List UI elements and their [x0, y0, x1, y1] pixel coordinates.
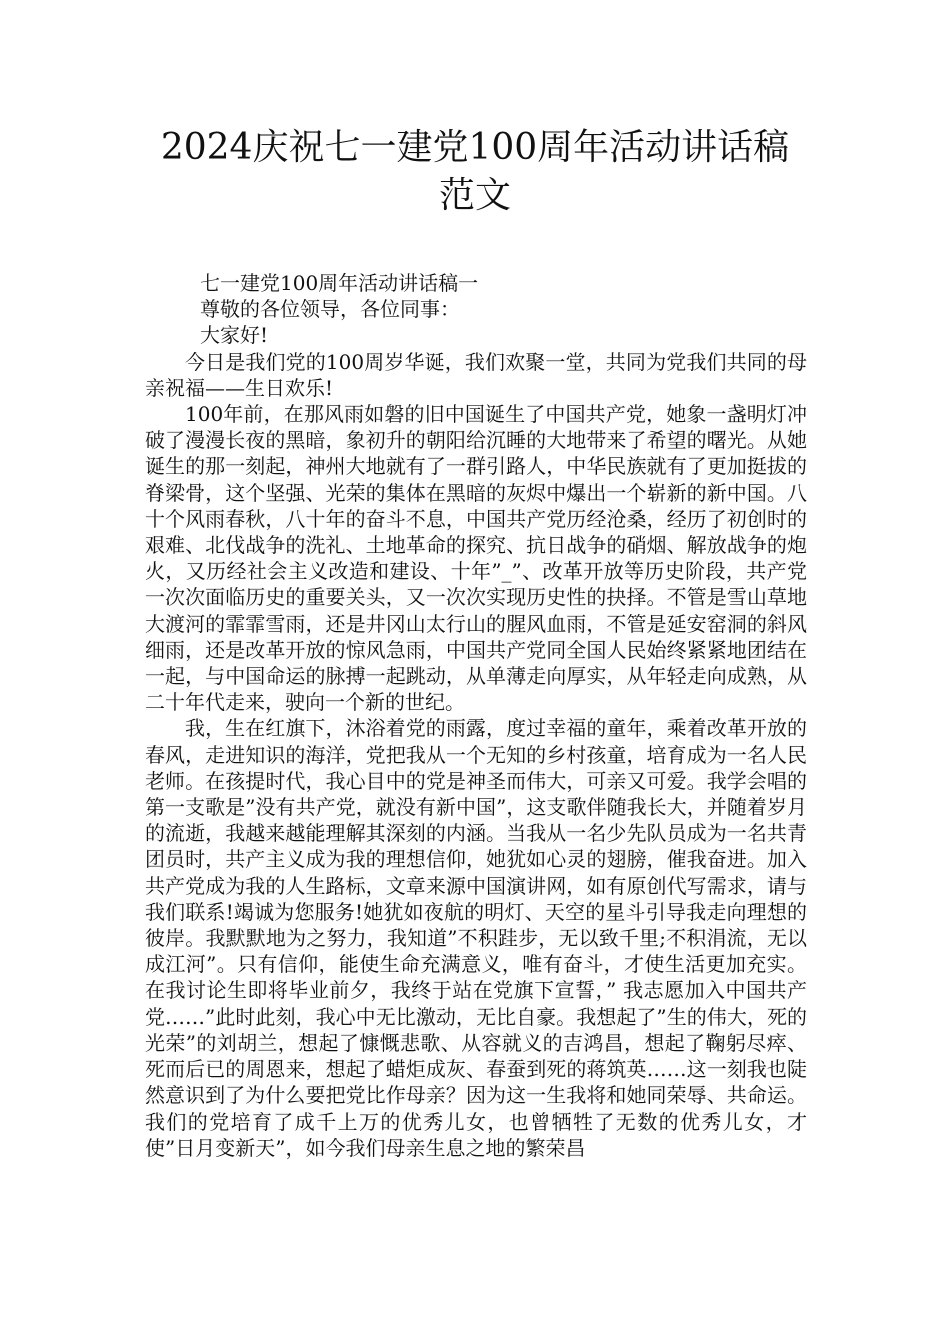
- greeting-line: 大家好!: [200, 323, 269, 348]
- body-paragraph: 今日是我们党的100周岁华诞，我们欢聚一堂，共同为党我们共同的母亲祝福——生日欢乐!: [145, 349, 807, 400]
- body-paragraph: 我，生在红旗下，沐浴着党的雨露，度过幸福的童年，乘着改革开放的春风，走进知识的海洋，党把我从一个无知的乡村孩童，培育成为一名人民老师。在孩提时代，我心目中的党是神圣而伟大，可亲又可爱。我学会唱的第一支歌是”没有共产党，就没有新中国”，这支歌伴随我长大，并随着岁月的流逝，我越来越能理解其深刻的内涵。当我从一名少先队员成为一名共青团员时，共产主义成为我的理想信仰，她犹如心灵的翅膀，催我奋进。加入共产党成为我的人生路标，文章来源中国演讲网，如有原创代写需求，请与我们联系!竭诚为您服务!她犹如夜航的明灯、天空的星斗引导我走向理想的彼岸。我默默地为之努力，我知道”不积跬步，无以致千里;不积涓流，无以成江河”。只有信仰，能使生命充满意义，唯有奋斗，才使生活更加充实。在我讨论生即将毕业前夕，我终于站在党旗下宣誓，” 我志愿加入中国共产党……”此时此刻，我心中无比激动，无比自豪。我想起了”生的伟大，死的光荣”的刘胡兰，想起了慷慨悲歌、从容就义的吉鸿昌，想起了鞠躬尽瘁、死而后已的周恩来，想起了蜡炬成灰、春蚕到死的蒋筑英……这一刻我也陡然意识到了为什么要把党比作母亲？因为这一生我将和她同荣辱、共命运。我们的党培育了成千上万的优秀儿女，也曾牺牲了无数的优秀儿女，才使”日月变新天”，如今我们母亲生息之地的繁荣昌: [145, 716, 807, 1160]
- document-title: 2024庆祝七一建党100周年活动讲话稿范文: [160, 127, 790, 216]
- body-paragraph: 100年前，在那风雨如磐的旧中国诞生了中国共产党，她象一盏明灯冲破了漫漫长夜的黑暗，象初升的朝阳给沉睡的大地带来了希望的曙光。从她诞生的那一刻起，神州大地就有了一群引路人，中华民族就有了更加挺拔的脊梁骨，这个坚强、光荣的集体在黑暗的灰烬中爆出一个崭新的新中国。八十个风雨春秋，八十年的奋斗不息，中国共产党历经沧桑，经历了初创时的艰难、北伐战争的洗礼、土地革命的探究、抗日战争的硝烟、解放战争的炮火，又历经社会主义改造和建设、十年”_”、改革开放等历史阶段，共产党一次次面临历史的重要关头，又一次次实现历史性的抉择。不管是雪山草地大渡河的霏霏雪雨，还是井冈山太行山的腥风血雨，不管是延安窑洞的斜风细雨，还是改革开放的惊风急雨，中国共产党同全国人民始终紧紧地团结在一起，与中国命运的脉搏一起跳动，从单薄走向厚实，从年轻走向成熟，从二十年代走来，驶向一个新的世纪。: [145, 402, 807, 715]
- salutation-line: 尊敬的各位领导，各位同事：: [200, 297, 460, 322]
- speech-subheading: 七一建党100周年活动讲话稿一: [200, 271, 479, 295]
- document-body: [145, 270, 807, 1161]
